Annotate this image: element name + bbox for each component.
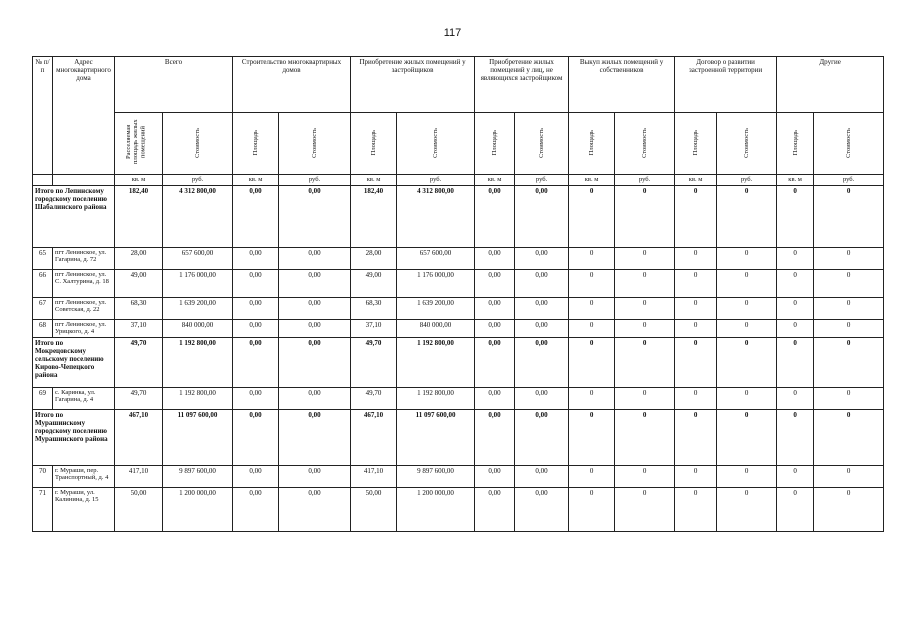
row-address: пгт Ленинское, ул. С. Халтурина, д. 18 (53, 270, 115, 298)
row-number: 69 (33, 388, 53, 410)
cell-cost: 11 097 600,00 (397, 410, 475, 466)
cell-area: 68,30 (351, 298, 397, 320)
cell-area: 0 (569, 466, 615, 488)
cell-cost: 1 192 800,00 (397, 388, 475, 410)
cell-cost: 657 600,00 (397, 248, 475, 270)
cell-cost: 9 897 600,00 (163, 466, 233, 488)
cell-cost: 0 (717, 466, 777, 488)
cell-area: 0 (675, 186, 717, 248)
cell-area: 0,00 (233, 270, 279, 298)
header-group-developer: Приобретение жилых помещений у застройщиков (351, 57, 475, 113)
row-number: 70 (33, 466, 53, 488)
cell-cost: 0 (814, 388, 884, 410)
cell-cost: 0 (615, 248, 675, 270)
cell-cost: 0 (814, 488, 884, 532)
cell-area: 0,00 (233, 186, 279, 248)
cell-area: 49,70 (351, 338, 397, 388)
page-number: 117 (443, 27, 462, 39)
summary-label: Итого по Мурашинскому городскому поселению Мурашинского района (33, 410, 115, 466)
cell-cost: 1 200 000,00 (397, 488, 475, 532)
cell-area: 28,00 (115, 248, 163, 270)
cell-cost: 0 (717, 410, 777, 466)
cell-area: 0 (675, 488, 717, 532)
table-row (33, 466, 884, 488)
cell-area: 467,10 (351, 410, 397, 466)
cell-cost: 0,00 (279, 338, 351, 388)
table-row (33, 270, 884, 298)
cell-cost: 0 (717, 320, 777, 338)
cell-cost: 0,00 (515, 338, 569, 388)
table-row (33, 320, 884, 338)
cell-area: 182,40 (351, 186, 397, 248)
cell-cost: 0,00 (515, 320, 569, 338)
units-empty (33, 175, 53, 186)
cell-area: 0,00 (475, 298, 515, 320)
cell-cost: 0 (814, 298, 884, 320)
cell-cost: 0 (814, 186, 884, 248)
header-group-buyout: Выкуп жилых помещений у собственников (569, 57, 675, 113)
row-number: 66 (33, 270, 53, 298)
cell-cost: 0,00 (279, 320, 351, 338)
summary-label: Итого по Лепинскому городскому поселению Шабалинского района (33, 186, 115, 248)
subheader-cost: Стоимость (310, 127, 318, 158)
cell-cost: 0 (814, 466, 884, 488)
cell-cost: 0 (615, 270, 675, 298)
cell-area: 0 (675, 410, 717, 466)
unit-cost: руб. (397, 175, 475, 186)
cell-cost: 1 639 200,00 (397, 298, 475, 320)
row-address: г. Мураши, ул. Калинина, д. 15 (53, 488, 115, 532)
cell-cost: 0 (717, 186, 777, 248)
summary-row (33, 410, 884, 466)
cell-area: 0 (569, 248, 615, 270)
row-address: с. Каринка, ул. Гагарина, д. 4 (53, 388, 115, 410)
cell-area: 0 (569, 270, 615, 298)
subheader-area: Площадь (369, 129, 377, 156)
unit-area: кв. м (351, 175, 397, 186)
cell-cost: 0,00 (515, 388, 569, 410)
cell-cost: 1 192 800,00 (163, 338, 233, 388)
row-number: 67 (33, 298, 53, 320)
table-row (33, 298, 884, 320)
cell-cost: 0,00 (279, 410, 351, 466)
cell-cost: 0 (615, 320, 675, 338)
units-empty (53, 175, 115, 186)
cell-cost: 4 312 800,00 (397, 186, 475, 248)
cell-cost: 1 176 000,00 (163, 270, 233, 298)
cell-area: 0 (777, 488, 814, 532)
unit-area: кв. м (233, 175, 279, 186)
cell-area: 0 (777, 388, 814, 410)
cell-cost: 0 (717, 270, 777, 298)
cell-cost: 1 200 000,00 (163, 488, 233, 532)
cell-area: 417,10 (351, 466, 397, 488)
cell-area: 0 (675, 248, 717, 270)
table-row (33, 388, 884, 410)
cell-area: 0 (675, 466, 717, 488)
cell-cost: 0 (717, 298, 777, 320)
cell-area: 0,00 (475, 338, 515, 388)
row-number: 65 (33, 248, 53, 270)
cell-cost: 0 (717, 488, 777, 532)
unit-area: кв. м (475, 175, 515, 186)
cell-area: 0 (569, 320, 615, 338)
subheader-area: Площадь (587, 129, 595, 156)
cell-cost: 0 (615, 410, 675, 466)
cell-cost: 0 (615, 388, 675, 410)
unit-area: кв. м (675, 175, 717, 186)
subheader-cost: Стоимость (641, 127, 648, 158)
header-group-total: Всего (115, 57, 233, 113)
cell-cost: 0,00 (279, 270, 351, 298)
cell-cost: 0 (717, 248, 777, 270)
cell-cost: 0,00 (515, 466, 569, 488)
cell-cost: 0 (814, 410, 884, 466)
cell-cost: 0,00 (279, 388, 351, 410)
cell-cost: 0,00 (515, 298, 569, 320)
cell-area: 28,00 (351, 248, 397, 270)
unit-area: кв. м (569, 175, 615, 186)
table-row (33, 248, 884, 270)
subheader-area: Площадь (791, 129, 799, 156)
resettlement-table (32, 56, 884, 532)
cell-area: 0,00 (233, 388, 279, 410)
cell-area: 49,00 (115, 270, 163, 298)
cell-area: 49,70 (351, 388, 397, 410)
row-address: пгт Ленинское, ул. Советская, д. 22 (53, 298, 115, 320)
header-group-construction: Строительство многоквартирных домов (233, 57, 351, 113)
header-group-development-contract: Договор о развитии застроенной территории (675, 57, 777, 113)
unit-cost: руб. (279, 175, 351, 186)
cell-cost: 840 000,00 (397, 320, 475, 338)
cell-cost: 0 (615, 466, 675, 488)
cell-area: 49,00 (351, 270, 397, 298)
cell-area: 0,00 (475, 270, 515, 298)
cell-area: 0 (777, 466, 814, 488)
cell-area: 0 (675, 320, 717, 338)
row-address: г. Мураши, пер. Транспортный, д. 4 (53, 466, 115, 488)
cell-area: 0 (777, 298, 814, 320)
cell-area: 0 (569, 388, 615, 410)
cell-area: 417,10 (115, 466, 163, 488)
cell-cost: 1 192 800,00 (163, 388, 233, 410)
cell-cost: 0 (814, 320, 884, 338)
cell-cost: 0,00 (515, 488, 569, 532)
cell-cost: 0 (615, 338, 675, 388)
summary-row (33, 186, 884, 248)
header-group-non-developer: Приобретение жилых помещений у лиц, не являющихся застройщиком (475, 57, 569, 113)
header-address: Адрес многоквартирного дома (53, 57, 115, 175)
unit-area: кв. м (777, 175, 814, 186)
cell-cost: 9 897 600,00 (397, 466, 475, 488)
cell-area: 0 (777, 248, 814, 270)
cell-cost: 0 (814, 338, 884, 388)
summary-label: Итого по Мокрецовскому сельскому поселению Кирово-Чепецкого района (33, 338, 115, 388)
cell-cost: 0 (615, 298, 675, 320)
cell-cost: 0,00 (279, 466, 351, 488)
cell-area: 467,10 (115, 410, 163, 466)
cell-area: 0,00 (233, 466, 279, 488)
subheader-area: Площадь (490, 129, 498, 156)
cell-area: 0,00 (475, 320, 515, 338)
subheader-resettled-area: Расселяемая площадь жилых помещений (124, 120, 146, 165)
row-number: 71 (33, 488, 53, 532)
cell-cost: 0,00 (279, 298, 351, 320)
cell-cost: 0,00 (515, 410, 569, 466)
subheader-cost: Стоимость (743, 127, 751, 158)
cell-area: 0 (777, 338, 814, 388)
unit-cost: руб. (615, 175, 675, 186)
cell-cost: 0 (814, 248, 884, 270)
header-num: № п/п (33, 57, 53, 175)
cell-area: 49,70 (115, 388, 163, 410)
cell-area: 0 (777, 186, 814, 248)
subheader-total-cost: Стоимость (193, 127, 201, 158)
cell-area: 0,00 (233, 248, 279, 270)
cell-area: 0 (569, 410, 615, 466)
cell-cost: 0 (717, 338, 777, 388)
cell-area: 0 (777, 270, 814, 298)
cell-cost: 11 097 600,00 (163, 410, 233, 466)
cell-cost: 0,00 (515, 186, 569, 248)
cell-area: 0 (675, 270, 717, 298)
cell-cost: 0,00 (279, 488, 351, 532)
cell-area: 0,00 (475, 186, 515, 248)
cell-area: 37,10 (115, 320, 163, 338)
cell-area: 0,00 (475, 388, 515, 410)
cell-cost: 1 176 000,00 (397, 270, 475, 298)
subheader-cost: Стоимость (431, 127, 439, 158)
cell-cost: 840 000,00 (163, 320, 233, 338)
cell-area: 0,00 (475, 410, 515, 466)
cell-cost: 4 312 800,00 (163, 186, 233, 248)
unit-cost: руб. (515, 175, 569, 186)
cell-area: 0 (675, 338, 717, 388)
row-address: пгт Ленинское, ул. Гагарина, д. 72 (53, 248, 115, 270)
cell-area: 0 (569, 186, 615, 248)
cell-area: 0 (777, 410, 814, 466)
cell-cost: 1 192 800,00 (397, 338, 475, 388)
unit-cost: руб. (717, 175, 777, 186)
subheader-cost: Стоимость (537, 127, 545, 158)
cell-area: 0,00 (233, 298, 279, 320)
cell-area: 37,10 (351, 320, 397, 338)
table-row (33, 488, 884, 532)
cell-cost: 0,00 (515, 270, 569, 298)
cell-area: 0 (569, 488, 615, 532)
cell-area: 0,00 (233, 320, 279, 338)
cell-area: 0 (675, 298, 717, 320)
cell-area: 68,30 (115, 298, 163, 320)
row-address: пгт Ленинское, ул. Урицкого, д. 4 (53, 320, 115, 338)
header-group-other: Другие (777, 57, 884, 113)
cell-area: 50,00 (351, 488, 397, 532)
cell-cost: 1 639 200,00 (163, 298, 233, 320)
cell-area: 50,00 (115, 488, 163, 532)
cell-area: 0,00 (233, 488, 279, 532)
cell-cost: 0 (615, 186, 675, 248)
summary-row (33, 338, 884, 388)
cell-cost: 657 600,00 (163, 248, 233, 270)
cell-cost: 0,00 (279, 248, 351, 270)
row-number: 68 (33, 320, 53, 338)
cell-area: 0,00 (475, 248, 515, 270)
cell-area: 0 (569, 298, 615, 320)
unit-cost: руб. (163, 175, 233, 186)
cell-cost: 0,00 (515, 248, 569, 270)
cell-area: 0 (569, 338, 615, 388)
unit-area: кв. м (115, 175, 163, 186)
subheader-cost: Стоимость (845, 127, 853, 158)
cell-area: 0,00 (233, 338, 279, 388)
cell-cost: 0 (615, 488, 675, 532)
cell-area: 0 (777, 320, 814, 338)
cell-cost: 0 (717, 388, 777, 410)
cell-area: 182,40 (115, 186, 163, 248)
subheader-area: Площадь (251, 129, 259, 156)
unit-cost: руб. (814, 175, 884, 186)
subheader-area: Площадь (692, 129, 699, 156)
cell-area: 49,70 (115, 338, 163, 388)
cell-cost: 0,00 (279, 186, 351, 248)
cell-area: 0,00 (475, 466, 515, 488)
cell-area: 0 (675, 388, 717, 410)
cell-area: 0,00 (475, 488, 515, 532)
cell-cost: 0 (814, 270, 884, 298)
cell-area: 0,00 (233, 410, 279, 466)
